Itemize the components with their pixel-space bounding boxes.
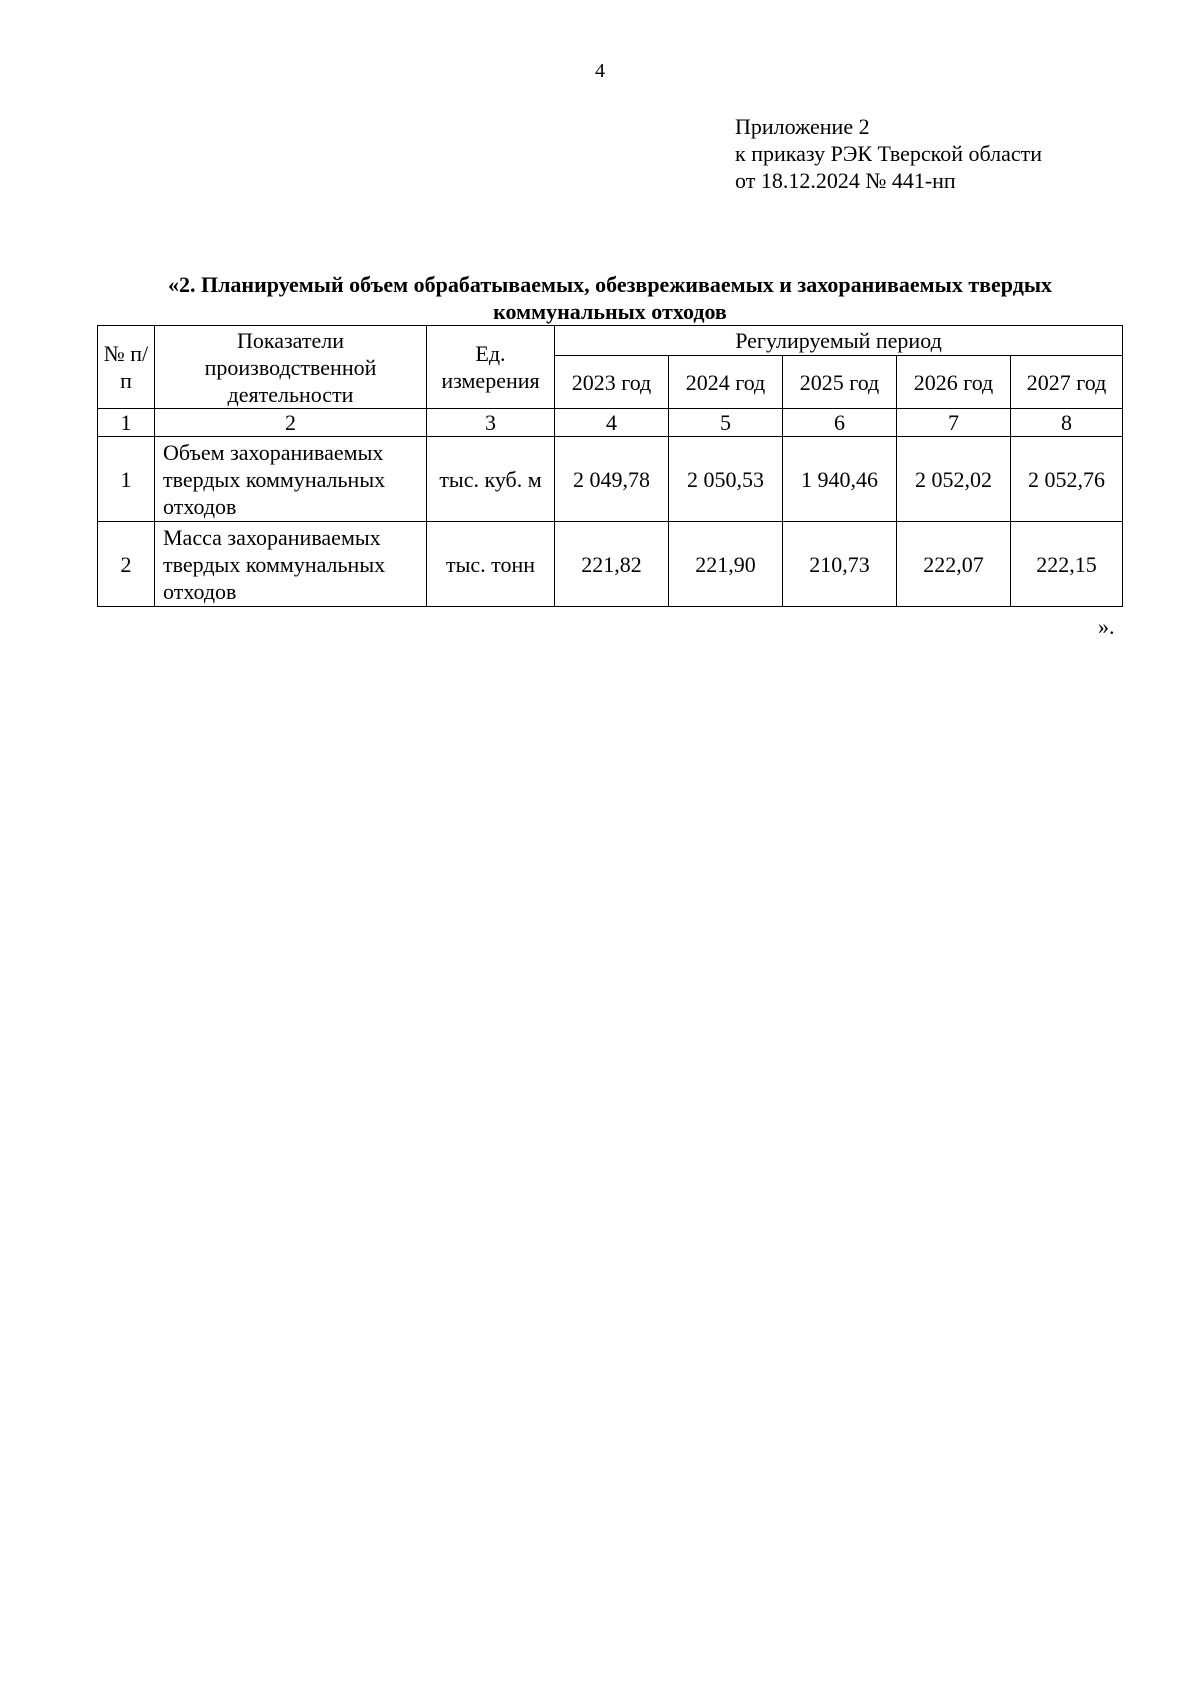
- column-index: 6: [783, 409, 897, 437]
- column-index-row: [98, 409, 1123, 437]
- row-indicator: Объем захораниваемых твердых коммунальных отходов: [155, 437, 427, 522]
- header-period: Регулируемый период: [555, 326, 1123, 356]
- column-index: 4: [555, 409, 669, 437]
- row-value: 2 049,78: [555, 437, 669, 522]
- header-num: № п/п: [98, 326, 155, 409]
- row-num: 1: [98, 437, 155, 522]
- table-row: [98, 437, 1123, 522]
- row-value: 210,73: [783, 522, 897, 607]
- appendix-line: к приказу РЭК Тверской области: [735, 141, 1043, 166]
- header-year: 2025 год: [783, 356, 897, 409]
- header-year: 2023 год: [555, 356, 669, 409]
- section-title: «2. Планируемый объем обрабатываемых, обезвреживаемых и захораниваемых твердых коммунальных отходов: [167, 272, 1053, 324]
- row-unit: тыс. куб. м: [427, 437, 555, 522]
- row-value: 1 940,46: [783, 437, 897, 522]
- row-value: 221,90: [669, 522, 783, 607]
- column-index: 5: [669, 409, 783, 437]
- header-year: 2024 год: [669, 356, 783, 409]
- header-year: 2026 год: [897, 356, 1011, 409]
- row-value: 2 052,76: [1011, 437, 1123, 522]
- column-index: 7: [897, 409, 1011, 437]
- row-value: 222,07: [897, 522, 1011, 607]
- appendix-line: от 18.12.2024 № 441-нп: [735, 168, 956, 193]
- header-year: 2027 год: [1011, 356, 1123, 409]
- appendix-header: [735, 113, 1042, 194]
- table-row: [98, 522, 1123, 607]
- row-value: 2 050,53: [669, 437, 783, 522]
- planned-volume-table: [97, 325, 1123, 607]
- column-index: 8: [1011, 409, 1123, 437]
- row-num: 2: [98, 522, 155, 607]
- closing-quote: ».: [1098, 614, 1115, 639]
- row-unit: тыс. тонн: [427, 522, 555, 607]
- page-number: 4: [595, 60, 605, 82]
- column-index: 3: [427, 409, 555, 437]
- row-indicator: Масса захораниваемых твердых коммунальных отходов: [155, 522, 427, 607]
- table-header-row: [98, 326, 1123, 356]
- header-indicator: Показатели производственной деятельности: [155, 326, 427, 409]
- row-value: 222,15: [1011, 522, 1123, 607]
- row-value: 2 052,02: [897, 437, 1011, 522]
- row-value: 221,82: [555, 522, 669, 607]
- header-unit: Ед. измерения: [427, 326, 555, 409]
- column-index: 1: [98, 409, 155, 437]
- column-index: 2: [155, 409, 427, 437]
- appendix-line: Приложение 2: [735, 114, 870, 139]
